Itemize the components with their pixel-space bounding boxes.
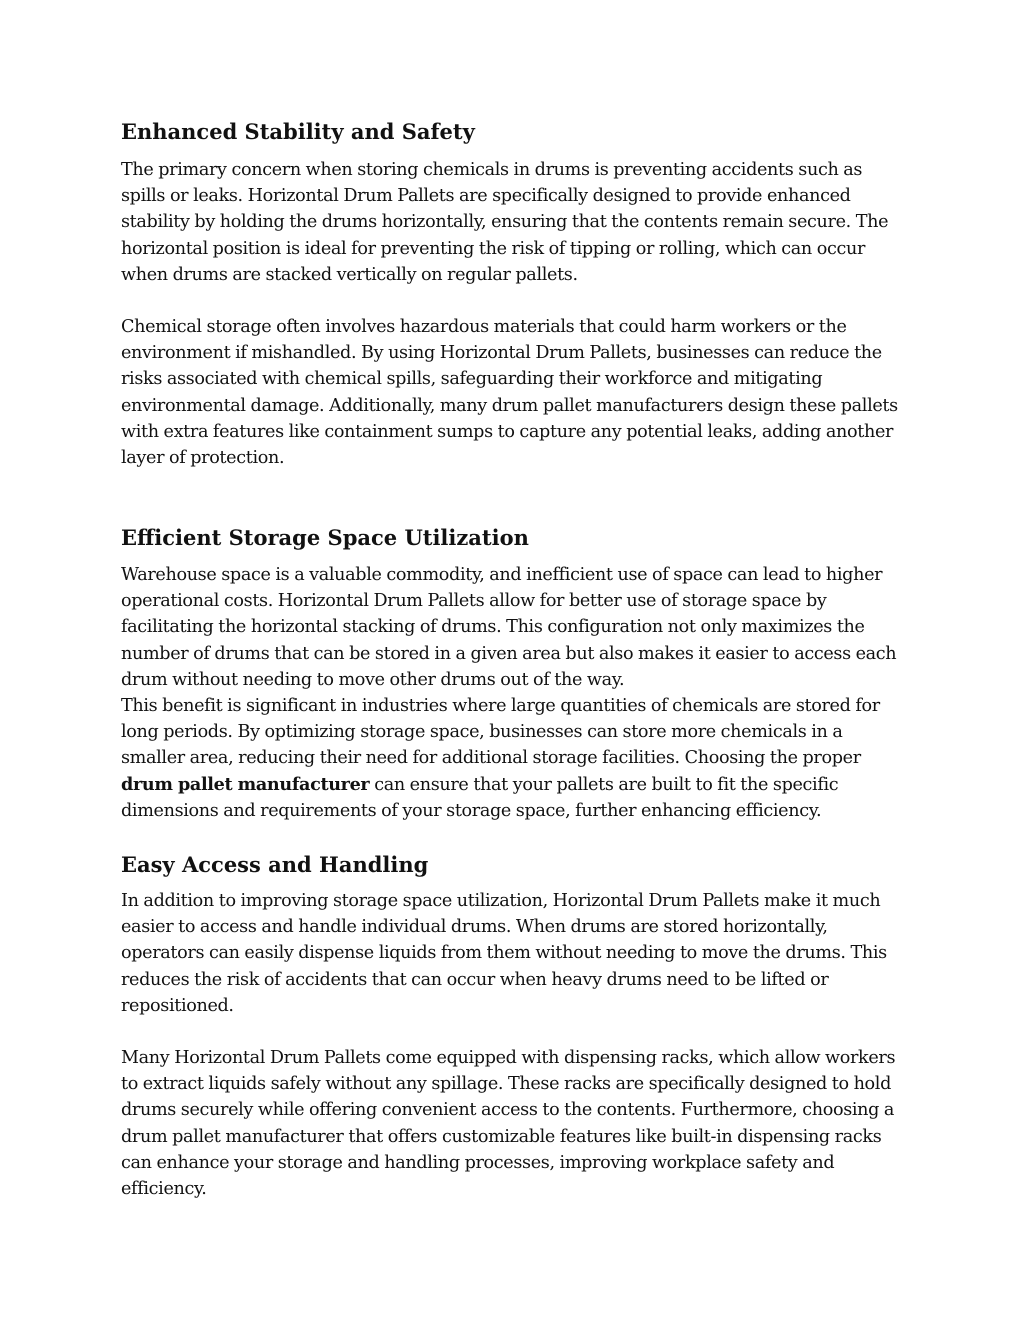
paragraph-stability-primary-concern: The primary concern when storing chemicals in drums is preventing accidents such as spills or leaks. Horizontal Drum Pallets are specifically designed to provide enhanced stability by holding the drums horizontally, ensuring that the contents remain secure. The horizontal position is ideal for preventing the risk of tipping or rolling, which can occur when drums are stacked vertically on regular pallets. <box>121 160 889 285</box>
section-heading-stability: Enhanced Stability and Safety <box>121 119 475 144</box>
paragraph-access-dispensing-racks: Many Horizontal Drum Pallets come equipped with dispensing racks, which allow workers to extract liquids safely without any spillage. These racks are specifically designed to hold drums securely while offering convenient access to the contents. Furthermore, choosing a drum pallet manufacturer that offers customizable features like built-in dispensing racks can enhance your storage and handling processes, improving workplace safety and efficiency. <box>121 1048 896 1200</box>
section-heading-storage-space: Efficient Storage Space Utilization <box>121 525 529 550</box>
section-heading-access-handling: Easy Access and Handling <box>121 852 429 877</box>
drum-pallet-manufacturer-bold: drum pallet manufacturer <box>121 773 370 795</box>
paragraph-storage-benefit <box>121 693 911 824</box>
paragraph-text-after: can ensure that your pallets are built to fit the specific dimensions and requirements of your storage space, further enhancing efficiency. <box>121 774 839 821</box>
paragraph-access-handling-intro: In addition to improving storage space utilization, Horizontal Drum Pallets make it much easier to access and handle individual drums. When drums are stored horizontally, operators can easily dispense liquids from them without needing to move the drums. This reduces the risk of accidents that can occur when heavy drums need to be lifted or repositioned. <box>121 891 887 1016</box>
paragraph-stability-hazardous-materials: Chemical storage often involves hazardous materials that could harm workers or the environment if mishandled. By using Horizontal Drum Pallets, businesses can reduce the risks associated with chemical spills, safeguarding their workforce and mitigating environmental damage. Additionally, many drum pallet manufacturers design these pallets with extra features like containment sumps to capture any potential leaks, adding another layer of protection. <box>121 317 898 469</box>
paragraph-storage-warehouse-space: Warehouse space is a valuable commodity, and inefficient use of space can lead to higher operational costs. Horizontal Drum Pallets allow for better use of storage space by facilitating the horizontal stacking of drums. This configuration not only maximizes the number of drums that can be stored in a given area but also makes it easier to access each drum without needing to move other drums out of the way. <box>121 565 897 690</box>
paragraph-text-before: This benefit is significant in industries where large quantities of chemicals are stored for long periods. By optimizing storage space, businesses can store more chemicals in a smaller area, reducing their need for additional storage facilities. Choosing the proper <box>121 696 880 769</box>
